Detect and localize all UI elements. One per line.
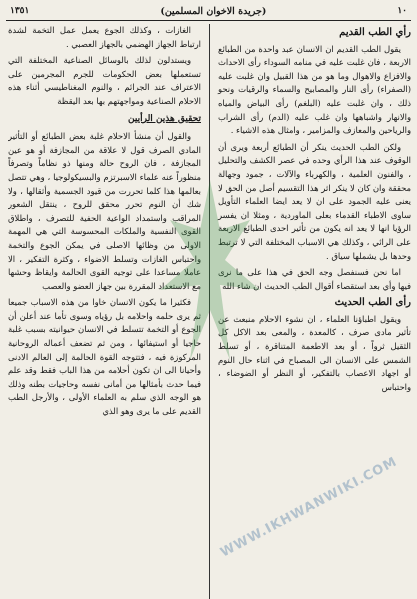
page-header <box>6 4 411 21</box>
paragraph: ويستدلون لذلك بالوسائل الصناعية المختلفة التي تستعملها بعض الحكومات للجرم المجرمين على الاعتراف عند الجرائم ، والنوم المغناطيسي أثناء هذه الاحلام الصناعية ومواجهتهم بها بعد اليقظة <box>8 55 201 106</box>
paragraph: ويقول اطباؤنا العلماء ، ان نشوء الاحلام منبعث عن تأثير مادى صرف ، كالمعدة ، والمعى بعد الاكل كل الثقيل ثرواً ، أو بعد الاطعمة المتناقرة ، أو تسلط الشمس على الانسان الى المصباح في اثناء حال النوم أو اجهاد الاعصاب بالتفكير، أو النظر أو الضوضاء ، واحتباس <box>218 313 411 392</box>
column-divider <box>209 24 210 599</box>
watermark-text: WWW.IKHWANWIKI.COM <box>218 454 400 561</box>
page-number: ١٠ <box>397 6 407 16</box>
paragraph: يقول الطب القديم ان الانسان عبد واحدة من الطبائع الاربعة ، فان غلبت عليه في منامه السوداء رأى الاحداث والافزاع والاهوال وما هو من هذا القبيل وان غلبت عليه (الصفراء) رأى النار والمصابيح والسماء والرقيات ونحو ذلك ، وان غلبت عليه (البلغم) رأى البياض والمياه والانهار واشباهها وان غلب عليه (الدم) رأى الشراب والرياحين والمعازف والمزامير ، وامثال هذه الاشياء . <box>218 43 411 136</box>
left-column <box>8 24 207 599</box>
text-columns <box>6 24 411 599</box>
year-number: ١٣٥١ <box>10 6 30 16</box>
section-title-old-medicine: رأي الطب القديم <box>339 27 411 38</box>
paragraph: فكثيرا ما يكون الانسان خاوا من هذه الاسباب جميعا ثم يرى حلمه واحلامه بل رؤياه وسوى تأما عند أعلن أن الجوع أو التخمة تتسلط في الانسان حيوانيته بسبب غلبة حاجيا أو استيفائها ، ومن ثم تضعف أعماله الروحانية المركوزة فيه ، فتتوجه القوة الحالمة إلى العالم الادنى وأحيانا الى ان تكون أحلامه من هذا الباب فقط وقد علم فيما حدث بأمثالها من أمانى نفسه وحاجيات بطنه وذلك هو الوجه الذي سلم به العلماء الأولى ، والأرجل الطب القديم على ما يرى وهو الذي <box>8 297 201 417</box>
sub-heading-verification: تحقيق هذين الرأيين <box>128 113 201 124</box>
paragraph: والقول أن منشأ الاحلام غلبة بعض الطبائع أو التأثير المادي الصرف قول لا علاقة من المجازفة أو هو عين المجازفة ، فان الروح حالة ومنها ذو نظاماً وتصرفاً منظوراً عنه علماء الاسبرتزم والبسيكولوجيا ، وهي تتصل بعالمها هذا كلما تحررت من قيود الجسمية وأثقالها ، ولا شك أن النوم تحرر محقق للروح ، ينتقل الشعور المراقب واستمداد الواعية الحفية للتصرف ، واطلاق القوى النفسية والملكات المحسوسة التي هي المهمة الاولى من وظائها الاصلى في يمكن الجوع والتخمة واحتباس الغازات وتسلط الاضواء ، وكثرة التفكير ، الا عاملا مساعدا على توجيه القوى الحالمة وايقاظ وحشها مع الاستعداد المقررة بين جهاز العضو والعصب <box>8 131 201 291</box>
paragraph: اما نحن فسنفصل وجه الحق في هذا على ما نرى فيها وأي بعد استقصاء أقوال الطب الحديث ان شاء الله <box>218 267 411 291</box>
journal-title: (جريدة الاخوان المسلمين) <box>160 5 267 17</box>
section-title-modern-medicine: رأى الطب الحديث <box>334 297 411 309</box>
paragraph: الغازات ، وكذلك الجوع يعمل عمل التخمة لشدة ارتباط الجهاز الهضمي بالجهاز العصبي . <box>8 25 201 49</box>
paragraph: ولكن الطب الحديث ينكر أن الطبائع أربعة ويرى أن الوقوف عند هذا الرأي وحده في عصر الكشف والتحليل ، والفنون العلمية ، والكهرباء والآلات ، جمود وجهالة محققة وان كان لا ينكر اثر هذا التقسيم أصل من الحق لا يعنى عليه الجمود على ان لا يعد ايضا العلماء التأويل ساوى الاطباء القدماء بعلى الماوردية ، ومثلا ان يفسر الرؤيا انها لا يعد انه يكون من تأثير احدى الطبائع الاربعة على الرائي ، وكذلك هي الاسباب المختلفة التي لا ترتبط وحدها بل يشملها سياق . <box>218 141 411 261</box>
